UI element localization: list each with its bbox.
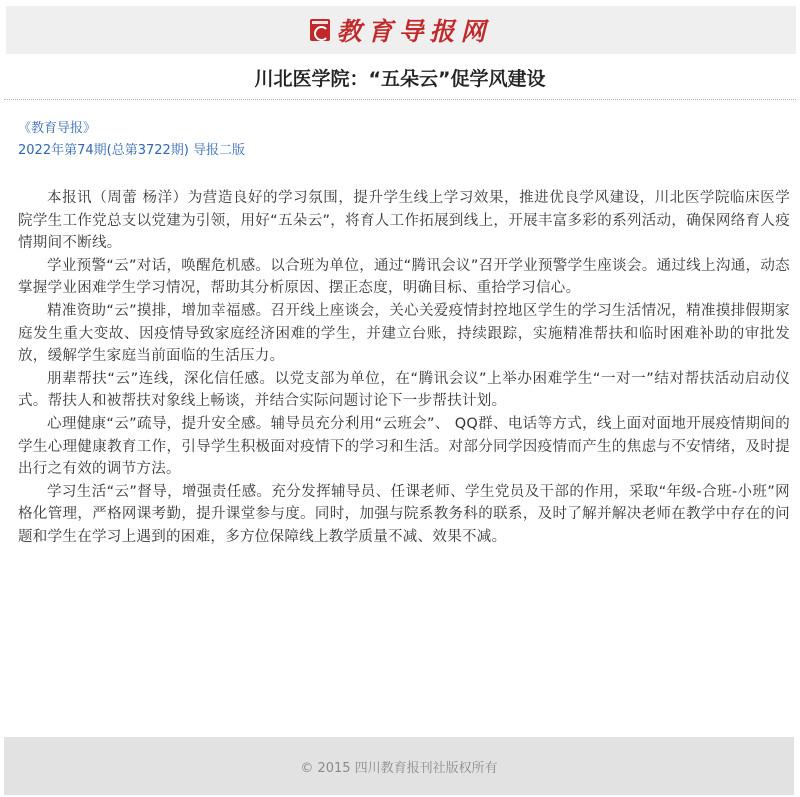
article-title: 川北医学院：“五朵云”促学风建设: [254, 68, 546, 90]
site-footer: [4, 737, 794, 795]
site-logo-text: 教育导报网: [336, 17, 492, 46]
title-divider: [4, 99, 796, 100]
site-logo[interactable]: [310, 12, 491, 48]
article-paragraph: 学习生活“云”督导，增强责任感。充分发挥辅导员、任课老师、学生党员及干部的作用，采取“年级-合班-小班”网格化管理，严格网课考勤，提升课堂参与度。同时，加强与院系教务科的联系，及时了解并解决老师在教学中存在的问题和学生在学习上遇到的困难，多方位保障线上教学质量不减、效果不减。: [18, 483, 790, 545]
article-paragraph: 朋辈帮扶“云”连线，深化信任感。以党支部为单位，在“腾讯会议”上举办困难学生“一对一”结对帮扶活动启动仪式。帮扶人和被帮扶对象线上畅谈，并结合实际问题讨论下一步帮扶计划。: [18, 370, 790, 410]
issue-link[interactable]: 2022年第74期(总第3722期) 导报二版: [18, 143, 245, 158]
article-paragraph: 精准资助“云”摸排，增加幸福感。召开线上座谈会，关心关爱疫情封控地区学生的学习生活情况，精准摸排假期家庭发生重大变故、因疫情导致家庭经济困难的学生，并建立台账，持续跟踪，实施精准帮扶和临时困难补助的审批发放，缓解学生家庭当前面临的生活压力。: [18, 302, 790, 365]
article-paragraph: 学业预警“云”对话，唤醒危机感。以合班为单位，通过“腾讯会议”召开学业预警学生座谈会。通过线上沟通，动态掌握学业困难学生学习情况，帮助其分析原因、摆正态度，明确目标、重拾学习信心。: [18, 257, 790, 297]
newspaper-logo-icon: [310, 19, 330, 41]
site-header: [6, 6, 796, 54]
article-body: [18, 187, 790, 549]
article-source: [18, 118, 245, 162]
article-paragraph: 心理健康“云”疏导，提升安全感。辅导员充分利用“云班会”、 QQ群、电话等方式，线上面对面地开展疫情期间的学生心理健康教育工作，引导学生积极面对疫情下的学习和生活。对部分同学因疫情而产生的焦虑与不安情绪，及时提出行之有效的调节方法。: [18, 415, 790, 478]
article-paragraph: 本报讯（周蕾 杨洋）为营造良好的学习氛围，提升学生线上学习效果，推进优良学风建设，川北医学院临床医学院学生工作党总支以党建为引领，用好“五朵云”，将育人工作拓展到线上，开展丰富多彩的系列活动，确保网络育人疫情期间不断线。: [18, 190, 790, 252]
publication-link[interactable]: 《教育导报》: [18, 121, 97, 136]
copyright-text: © 2015 四川教育报刊社版权所有: [300, 760, 498, 776]
